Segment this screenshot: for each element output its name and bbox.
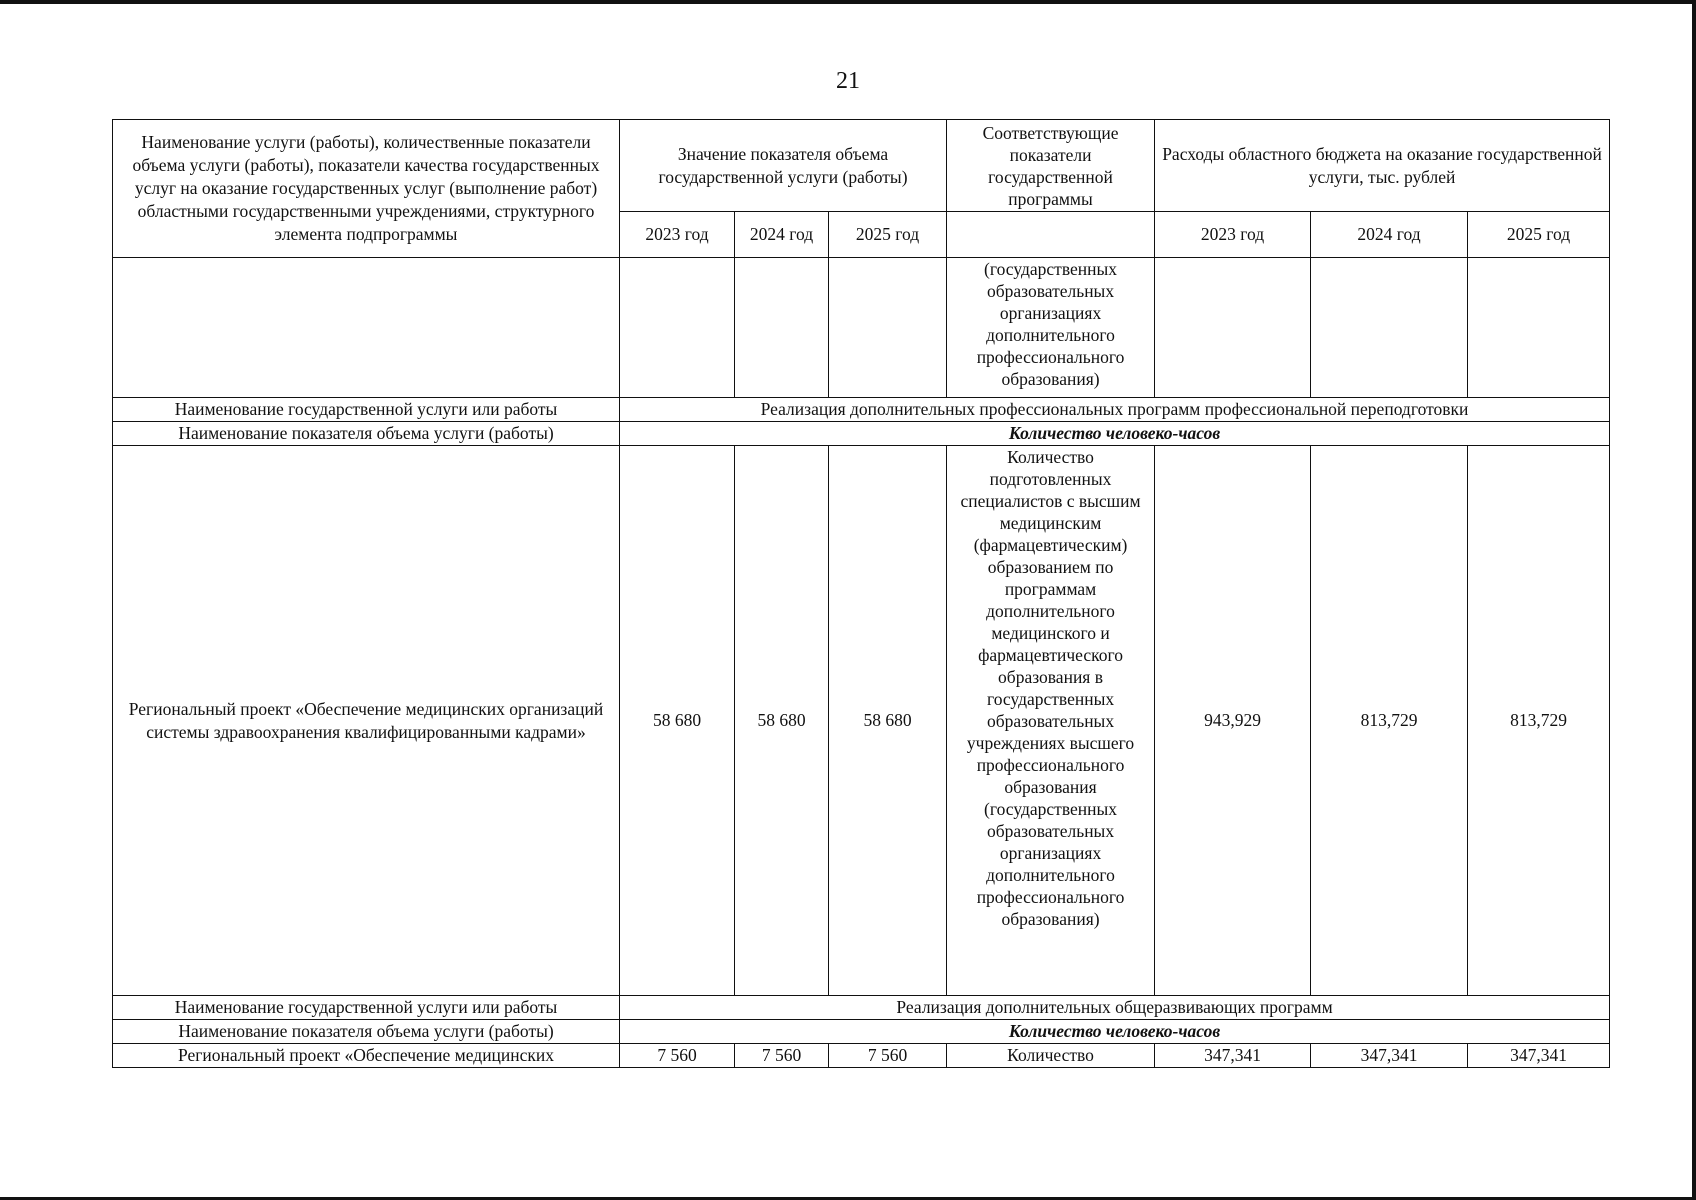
continuation-row xyxy=(113,258,1610,398)
measure-row xyxy=(113,1020,1610,1044)
page-number: 21 xyxy=(836,68,860,94)
measure-row xyxy=(113,422,1610,446)
service-value: Реализация дополнительных общеразвивающих программ xyxy=(620,996,1610,1020)
year-cell: 2025 год xyxy=(829,212,947,258)
header-indicators-cell xyxy=(947,120,1155,212)
service-row xyxy=(113,398,1610,422)
header-values-label: Значение показателя объема государственной услуги (работы) xyxy=(658,143,908,187)
indicator-cell: Количество xyxy=(947,1044,1155,1068)
year-cell: 2023 год xyxy=(620,212,735,258)
empty-cell xyxy=(1311,258,1468,398)
service-label: Наименование государственной услуги или работы xyxy=(113,996,620,1020)
empty-cell xyxy=(113,258,620,398)
header-expenses-label: Расходы областного бюджета на оказание государственной услуги, тыс. рублей xyxy=(1162,143,1602,187)
expense-cell: 347,341 xyxy=(1311,1044,1468,1068)
empty-cell xyxy=(620,258,735,398)
year-cell: 2025 год xyxy=(1468,212,1610,258)
header-name-cell xyxy=(113,120,620,258)
expense-cell: 943,929 xyxy=(1155,446,1311,996)
indicator-cell: (государственных образовательных организациях дополнительного профессионального образования) xyxy=(947,258,1155,398)
expense-cell: 813,729 xyxy=(1311,446,1468,996)
empty-cell xyxy=(829,258,947,398)
expense-cell: 347,341 xyxy=(1155,1044,1311,1068)
budget-table xyxy=(112,119,1610,1068)
header-name-label: Наименование услуги (работы), количественные показатели объема услуги (работы), показатели качества государственных услуг на оказание государственных услуг (выполнение работ) областными государственными учреждениями, структурного элемента подпрограммы xyxy=(132,132,600,244)
expense-cell: 813,729 xyxy=(1468,446,1610,996)
service-row xyxy=(113,996,1610,1020)
header-row xyxy=(113,120,1610,212)
measure-label: Наименование показателя объема услуги (работы) xyxy=(113,422,620,446)
expense-cell: 347,341 xyxy=(1468,1044,1610,1068)
value-cell: 58 680 xyxy=(735,446,829,996)
empty-cell xyxy=(1155,258,1311,398)
header-expenses-cell xyxy=(1155,120,1610,212)
value-cell: 7 560 xyxy=(620,1044,735,1068)
empty-cell xyxy=(1468,258,1610,398)
empty-cell xyxy=(735,258,829,398)
value-cell: 58 680 xyxy=(620,446,735,996)
measure-value: Количество человеко-часов xyxy=(620,1020,1610,1044)
table-row xyxy=(113,1044,1610,1068)
project-name-cell: Региональный проект «Обеспечение медицинских xyxy=(113,1044,620,1068)
value-cell: 7 560 xyxy=(735,1044,829,1068)
year-cell: 2023 год xyxy=(1155,212,1311,258)
measure-label: Наименование показателя объема услуги (работы) xyxy=(113,1020,620,1044)
measure-value: Количество человеко-часов xyxy=(620,422,1610,446)
year-cell: 2024 год xyxy=(735,212,829,258)
value-cell: 7 560 xyxy=(829,1044,947,1068)
year-cell: 2024 год xyxy=(1311,212,1468,258)
empty-cell xyxy=(947,212,1155,258)
service-label: Наименование государственной услуги или работы xyxy=(113,398,620,422)
table-row xyxy=(113,446,1610,996)
service-value: Реализация дополнительных профессиональных программ профессиональной переподготовки xyxy=(620,398,1610,422)
indicator-cell: Количество подготовленных специалистов с высшим медицинским (фармацевтическим) образованием по программам дополнительного медицинского и фармацевтического образования в государственных образовательных учреждениях высшего профессионального образования (государственных образовательных организациях дополнительного профессионального образования) xyxy=(947,446,1155,996)
project-name-cell: Региональный проект «Обеспечение медицинских организаций системы здравоохранения квалифицированными кадрами» xyxy=(113,446,620,996)
header-indicators-label: Соответствующие показатели государственной программы xyxy=(982,122,1119,209)
value-cell: 58 680 xyxy=(829,446,947,996)
header-values-cell xyxy=(620,120,947,212)
